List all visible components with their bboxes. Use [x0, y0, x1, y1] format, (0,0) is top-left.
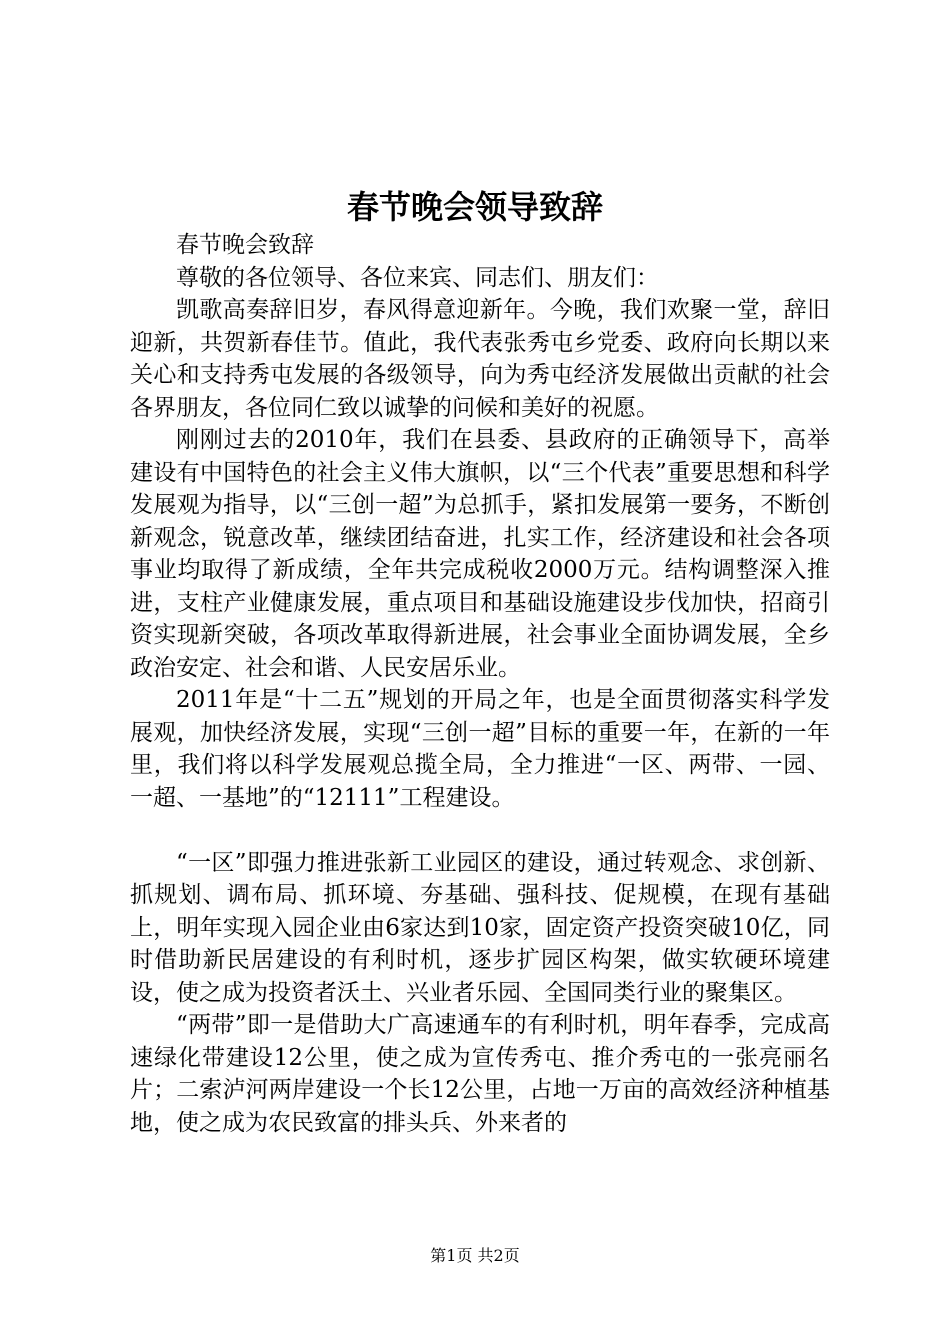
paragraph-review-2010: 刚刚过去的2010年，我们在县委、县政府的正确领导下，高举建设有中国特色的社会主义伟大旗帜，以“三个代表”重要思想和科学发展观为指导，以“三创一超”为总抓手，紧扣发展第一要务，不断创新观念，锐意改革，继续团结奋进，扎实工作，经济建设和社会各项事业均取得了新成绩，全年共完成税收2000万元。结构调整深入推进，支柱产业健康发展，重点项目和基础设施建设步伐加快，招商引资实现新突破，各项改革取得新进展，社会事业全面协调发展，全乡政治安定、社会和谐、人民安居乐业。	[130, 427, 830, 681]
paragraph-plan-2011: 2011年是“十二五”规划的开局之年，也是全面贯彻落实科学发展观，加快经济发展，实现“三创一超”目标的重要一年，在新的一年里，我们将以科学发展观总揽全局，全力推进“一区、两带、一园、一超、一基地”的“12111”工程建设。	[130, 687, 830, 811]
paragraph-spacer	[130, 814, 830, 847]
document-body	[130, 229, 830, 1139]
document-title: 春节晚会领导致辞	[346, 188, 603, 226]
paragraph-one-zone: “一区”即强力推进张新工业园区的建设，通过转观念、求创新、抓规划、调布局、抓环境、夯基础、强科技、促规模，在现有基础上，明年实现入园企业由6家达到10家，固定资产投资突破10亿，同时借助新民居建设的有利时机，逐步扩园区构架，做实软硬环境建设，使之成为投资者沃土、兴业者乐园、全国同类行业的聚集区。	[130, 849, 830, 1006]
paragraph-two-belts: “两带”即一是借助大广高速通车的有利时机，明年春季，完成高速绿化带建设12公里，使之成为宣传秀屯、推介秀屯的一张亮丽名片；二索泸河两岸建设一个长12公里，占地一万亩的高效经济种植基地，使之成为农民致富的排头兵、外来者的	[130, 1012, 830, 1136]
paragraph-salutation: 尊敬的各位领导、各位来宾、同志们、朋友们：	[176, 264, 659, 291]
paragraph-greeting: 凯歌高奏辞旧岁，春风得意迎新年。今晚，我们欢聚一堂，辞旧迎新，共贺新春佳节。值此，我代表张秀屯乡党委、政府向长期以来关心和支持秀屯发展的各级领导，向为秀屯经济发展做出贡献的社会各界朋友，各位同仁致以诚挚的问候和美好的祝愿。	[130, 297, 830, 421]
page-number-footer: 第1页 共2页	[430, 1246, 520, 1265]
paragraph-subtitle: 春节晚会致辞	[176, 232, 314, 258]
